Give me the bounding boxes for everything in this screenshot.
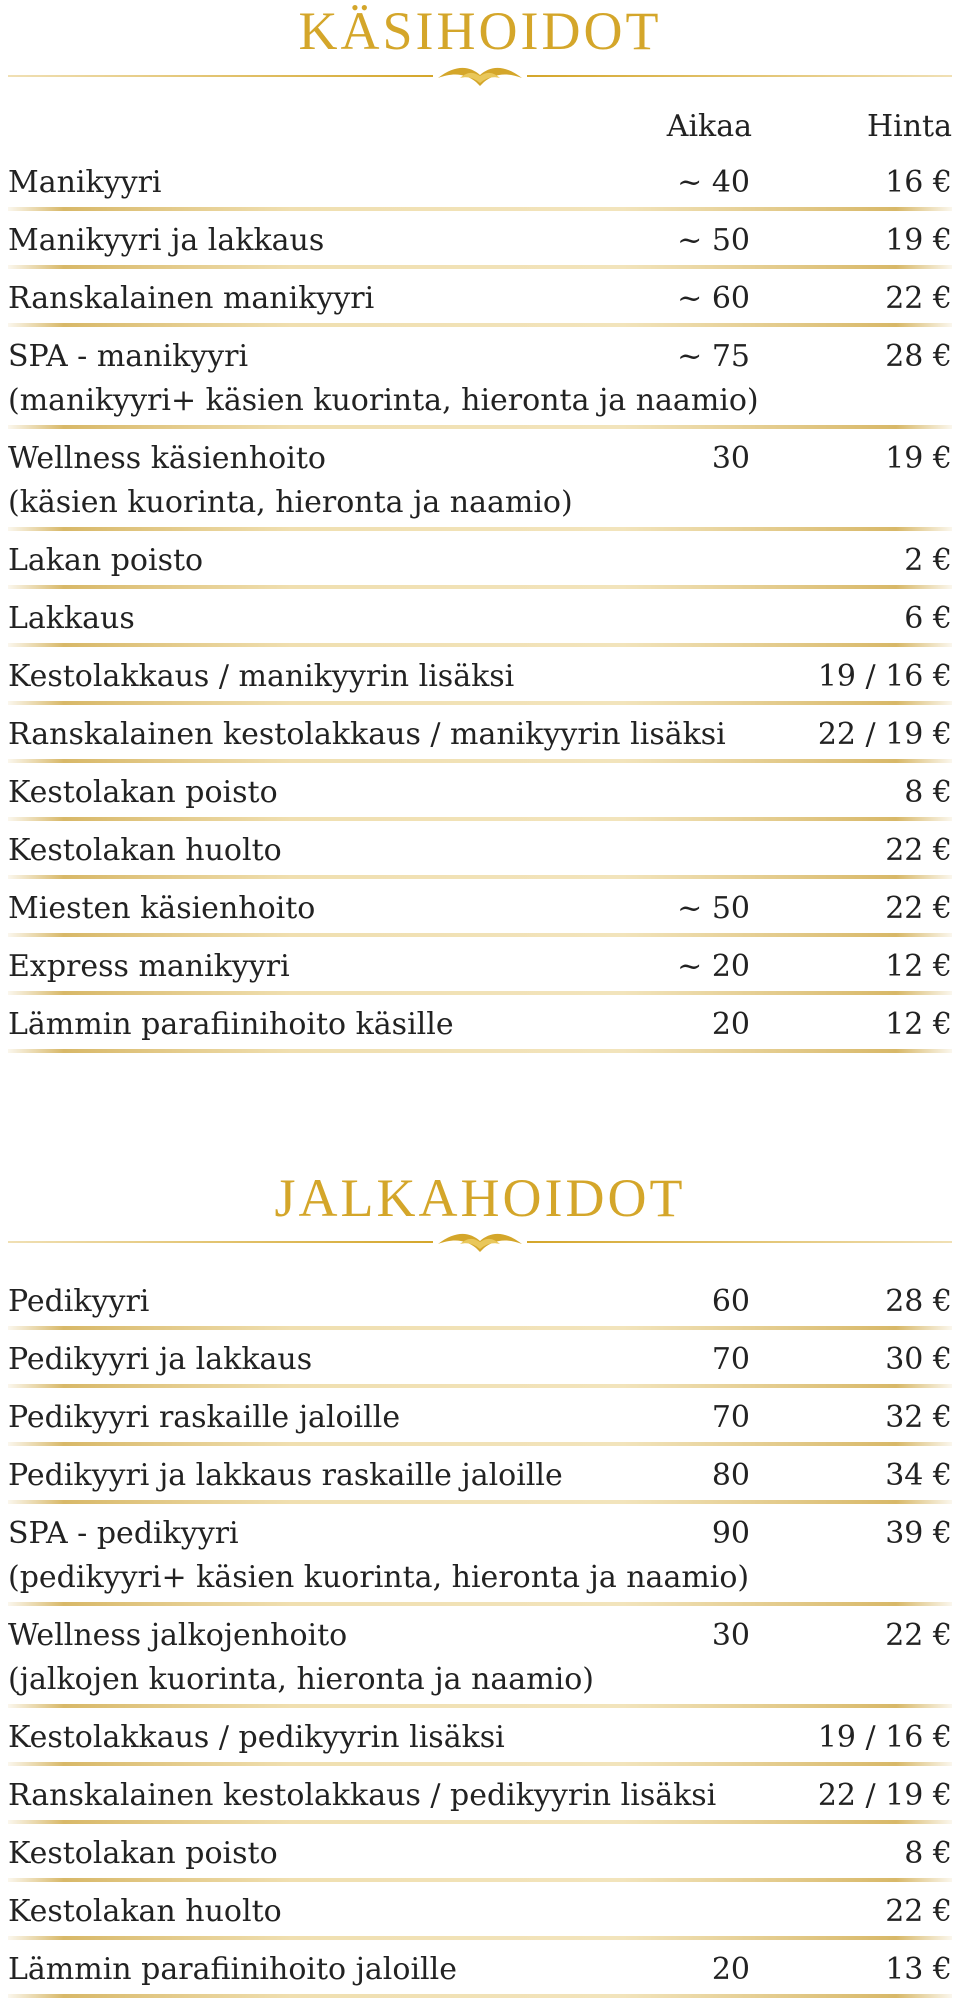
menu-row: [8, 1776, 952, 1824]
service-name: Express manikyyri: [8, 949, 290, 984]
service-name: Lakkaus: [8, 601, 135, 636]
service-description: (pedikyyri+ käsien kuorinta, hieronta ja naamio): [8, 1560, 750, 1595]
service-price: 19 €: [885, 441, 952, 476]
menu-row: [8, 337, 952, 429]
service-price: 28 €: [885, 339, 952, 374]
menu-row: [8, 1834, 952, 1882]
menu-row: [8, 1456, 952, 1504]
service-name: SPA - manikyyri: [8, 339, 249, 374]
menu-row: [8, 439, 952, 531]
service-duration: ~ 50: [677, 223, 750, 258]
service-name: Kestolakan poisto: [8, 1836, 278, 1871]
menu-row: [8, 599, 952, 647]
service-name: Wellness jalkojenhoito: [8, 1618, 348, 1653]
service-price: 19 / 16 €: [817, 659, 952, 694]
hand-section-title: KÄSIHOIDOT: [298, 1, 662, 61]
service-duration: 60: [711, 1284, 750, 1319]
service-duration: ~ 40: [677, 165, 750, 200]
menu-row: [8, 1616, 952, 1708]
service-price: 32 €: [885, 1400, 952, 1435]
menu-row: [8, 1282, 952, 1330]
time-column-header: Aikaa: [666, 109, 752, 144]
service-price: 19 €: [885, 223, 952, 258]
service-name: Ranskalainen kestolakkaus / manikyyrin lisäksi: [8, 717, 726, 752]
service-name: Wellness käsienhoito: [8, 441, 326, 476]
service-duration: 70: [711, 1342, 750, 1377]
menu-row: [8, 1718, 952, 1766]
service-price: 22 / 19 €: [817, 1778, 952, 1813]
service-name: Manikyyri: [8, 165, 162, 200]
gold-flourish-icon: [8, 1228, 952, 1258]
service-description: (käsien kuorinta, hieronta ja naamio): [8, 485, 573, 520]
service-duration: ~ 60: [677, 281, 750, 316]
gold-flourish-icon: [8, 62, 952, 92]
service-price: 13 €: [885, 1952, 952, 1987]
service-name: Ranskalainen manikyyri: [8, 281, 375, 316]
service-price: 22 €: [885, 1894, 952, 1929]
service-price: 19 / 16 €: [817, 1720, 952, 1755]
menu-row: [8, 1398, 952, 1446]
service-duration: ~ 75: [677, 339, 750, 374]
service-price: 22 €: [885, 891, 952, 926]
service-price: 6 €: [904, 601, 952, 636]
menu-row: [8, 221, 952, 269]
service-name: SPA - pedikyyri: [8, 1516, 239, 1551]
service-name: Kestolakkaus / pedikyyrin lisäksi: [8, 1720, 505, 1755]
service-price: 34 €: [885, 1458, 952, 1493]
service-name: Ranskalainen kestolakkaus / pedikyyrin lisäksi: [8, 1778, 717, 1813]
service-name: Lämmin parafiinihoito käsille: [8, 1007, 454, 1042]
service-price: 22 €: [885, 281, 952, 316]
service-price: 12 €: [885, 949, 952, 984]
service-duration: 30: [711, 441, 750, 476]
service-duration: 70: [711, 1400, 750, 1435]
foot-section-title: JALKAHOIDOT: [274, 1168, 686, 1228]
service-name: Kestolakan huolto: [8, 833, 282, 868]
menu-row: [8, 163, 952, 211]
service-name: Kestolakkaus / manikyyrin lisäksi: [8, 659, 515, 694]
menu-row: [8, 1005, 952, 1053]
service-price: 16 €: [885, 165, 952, 200]
menu-row: [8, 1340, 952, 1388]
service-name: Pedikyyri raskaille jaloille: [8, 1400, 401, 1435]
service-name: Lämmin parafiinihoito jaloille: [8, 1952, 458, 1987]
service-price: 8 €: [904, 1836, 952, 1871]
service-duration: ~ 20: [677, 949, 750, 984]
service-price: 39 €: [885, 1516, 952, 1551]
service-duration: 20: [711, 1952, 750, 1987]
service-name: Miesten käsienhoito: [8, 891, 316, 926]
service-duration: 80: [711, 1458, 750, 1493]
service-name: Kestolakan huolto: [8, 1894, 282, 1929]
service-price: 22 / 19 €: [817, 717, 952, 752]
service-price: 22 €: [885, 1618, 952, 1653]
price-column-header: Hinta: [866, 109, 952, 144]
service-name: Lakan poisto: [8, 543, 204, 578]
menu-row: [8, 947, 952, 995]
service-name: Pedikyyri ja lakkaus raskaille jaloille: [8, 1458, 563, 1493]
service-name: Pedikyyri ja lakkaus: [8, 1342, 313, 1377]
service-duration: 90: [711, 1516, 750, 1551]
service-description: (jalkojen kuorinta, hieronta ja naamio): [8, 1662, 594, 1697]
menu-row: [8, 1514, 952, 1606]
menu-row: [8, 889, 952, 937]
service-duration: ~ 50: [677, 891, 750, 926]
service-price: 30 €: [885, 1342, 952, 1377]
service-price: 22 €: [885, 833, 952, 868]
service-duration: 20: [711, 1007, 750, 1042]
service-price: 12 €: [885, 1007, 952, 1042]
service-price: 2 €: [904, 543, 952, 578]
menu-row: [8, 773, 952, 821]
menu-row: [8, 831, 952, 879]
service-description: (manikyyri+ käsien kuorinta, hieronta ja naamio): [8, 383, 759, 418]
menu-row: [8, 279, 952, 327]
service-name: Pedikyyri: [8, 1284, 150, 1319]
service-price: 8 €: [904, 775, 952, 810]
menu-row: [8, 715, 952, 763]
service-name: Manikyyri ja lakkaus: [8, 223, 325, 258]
menu-row: [8, 1892, 952, 1940]
menu-row: [8, 1950, 952, 1998]
menu-row: [8, 541, 952, 589]
menu-row: [8, 657, 952, 705]
service-name: Kestolakan poisto: [8, 775, 278, 810]
service-price: 28 €: [885, 1284, 952, 1319]
service-duration: 30: [711, 1618, 750, 1653]
